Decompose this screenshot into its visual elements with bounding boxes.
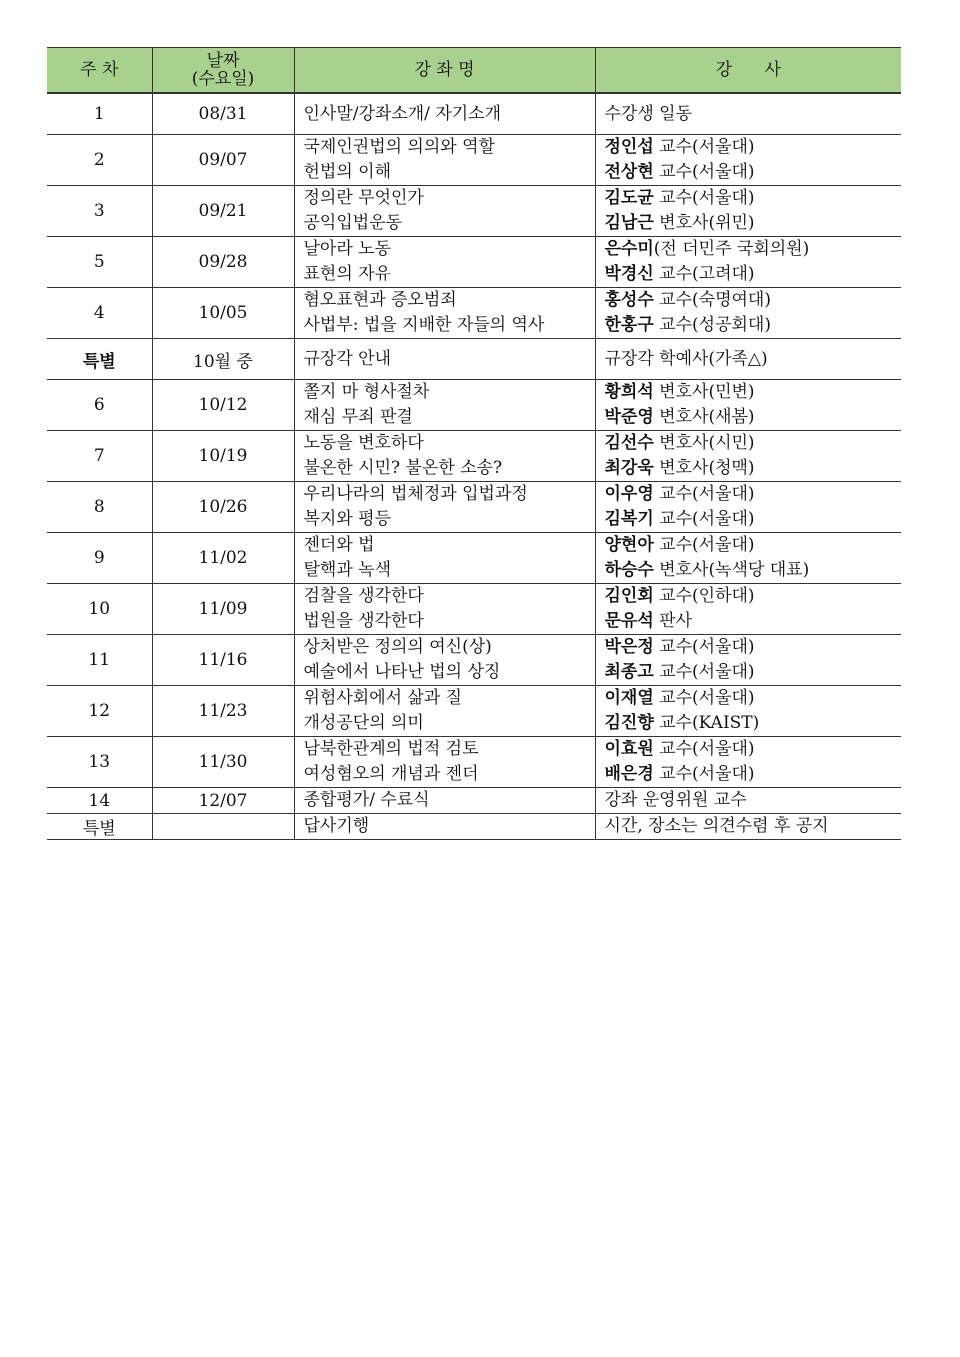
lecturer-name: 박경신 (604, 264, 654, 284)
week-cell: 9 (47, 533, 152, 584)
week-cell: 11 (47, 635, 152, 686)
course-title: 젠더와 법 (303, 535, 375, 555)
lecturer-entry (605, 313, 902, 338)
week-cell: 12 (47, 686, 152, 737)
lecturer-entry (605, 262, 902, 287)
date-cell: 12/07 (152, 788, 294, 814)
title-cell (294, 533, 595, 584)
lecturer-affiliation: 교수(서울대) (653, 662, 755, 682)
week-cell: 특별 (47, 814, 152, 840)
lecturer-entry (605, 135, 902, 160)
course-title: 여성혐오의 개념과 젠더 (303, 764, 479, 784)
date-cell: 10/05 (152, 288, 294, 339)
lecturer-cell (595, 814, 901, 840)
lecturer-cell (595, 135, 901, 186)
course-title: 혐오표현과 증오범죄 (303, 290, 457, 310)
date-cell: 10/19 (152, 431, 294, 482)
lecturer-affiliation: 교수(서울대) (653, 509, 755, 529)
lecturer-entry (605, 788, 902, 813)
lecturer-cell (595, 737, 901, 788)
course-title: 재심 무죄 판결 (303, 407, 413, 427)
lecturer-cell (595, 288, 901, 339)
lecturer-name: 김도균 (604, 188, 654, 208)
table-row (47, 288, 901, 339)
date-cell: 09/07 (152, 135, 294, 186)
lecturer-cell (595, 584, 901, 635)
lecturer-name: 최종고 (604, 662, 654, 682)
lecturer-affiliation: 교수(서울대) (653, 535, 755, 555)
table-row (47, 431, 901, 482)
lecturer-cell (595, 380, 901, 431)
lecturer-affiliation: 교수(서울대) (653, 688, 755, 708)
title-cell (294, 93, 595, 135)
lecturer-entry (605, 160, 902, 185)
lecturer-name: 이우영 (604, 484, 654, 504)
date-cell: 10/26 (152, 482, 294, 533)
title-cell (294, 339, 595, 380)
lecturer-name: 정인섭 (604, 137, 654, 157)
lecturer-entry (605, 635, 902, 660)
lecturer-entry (605, 609, 902, 634)
lecturer-name: 문유석 (604, 611, 654, 631)
course-title: 탈핵과 녹색 (303, 560, 392, 580)
lecturer-name: 이재열 (604, 688, 654, 708)
title-cell (294, 635, 595, 686)
course-title: 규장각 안내 (303, 348, 392, 369)
table-row (47, 339, 901, 380)
course-title: 정의란 무엇인가 (303, 188, 424, 208)
lecturer-affiliation: 변호사(새봄) (653, 407, 755, 427)
date-cell: 10월 중 (152, 339, 294, 380)
course-title: 날아라 노동 (303, 239, 392, 259)
lecturer-entry (605, 814, 902, 839)
lecturer-cell (595, 339, 901, 380)
lecturer-name: 홍성수 (604, 290, 654, 310)
course-title: 표현의 자유 (303, 264, 392, 284)
title-cell (294, 186, 595, 237)
title-cell (294, 482, 595, 533)
lecturer-affiliation: 규장각 학예사(가족△) (604, 348, 768, 369)
lecturer-affiliation: 교수(숙명여대) (653, 290, 771, 310)
date-cell: 08/31 (152, 93, 294, 135)
date-cell: 09/28 (152, 237, 294, 288)
lecturer-affiliation: 교수(서울대) (653, 162, 755, 182)
title-cell (294, 380, 595, 431)
lecturer-affiliation: 교수(서울대) (653, 484, 755, 504)
lecturer-entry (605, 347, 902, 372)
lecturer-entry (605, 533, 902, 558)
title-cell (294, 814, 595, 840)
lecturer-affiliation: 교수(인하대) (653, 586, 755, 606)
lecturer-entry (605, 762, 902, 787)
title-cell (294, 288, 595, 339)
lecturer-name: 은수미 (604, 239, 654, 259)
week-cell: 특별 (47, 339, 152, 380)
lecturer-cell (595, 686, 901, 737)
lecturer-name: 하승수 (604, 560, 654, 580)
lecturer-affiliation: 판사 (653, 611, 693, 631)
date-cell: 09/21 (152, 186, 294, 237)
lecturer-cell (595, 482, 901, 533)
table-row (47, 635, 901, 686)
course-title: 쫄지 마 형사절차 (303, 382, 430, 402)
title-cell (294, 431, 595, 482)
lecturer-name: 이효원 (604, 739, 654, 759)
week-cell: 8 (47, 482, 152, 533)
header-date (152, 48, 294, 94)
lecturer-affiliation: 변호사(시민) (653, 433, 755, 453)
week-cell: 10 (47, 584, 152, 635)
lecturer-name: 김선수 (604, 433, 654, 453)
week-cell: 13 (47, 737, 152, 788)
lecturer-entry (605, 660, 902, 685)
lecturer-affiliation: 교수(서울대) (653, 637, 755, 657)
week-cell: 1 (47, 93, 152, 135)
table-row (47, 533, 901, 584)
lecturer-entry (605, 431, 902, 456)
date-cell: 11/16 (152, 635, 294, 686)
lecturer-affiliation: 교수(서울대) (653, 764, 755, 784)
course-title: 인사말/강좌소개/ 자기소개 (303, 103, 502, 124)
course-title: 종합평가/ 수료식 (303, 790, 430, 810)
lecturer-entry (605, 288, 902, 313)
course-title: 사법부: 법을 지배한 자들의 역사 (303, 315, 545, 335)
week-cell: 3 (47, 186, 152, 237)
week-cell: 4 (47, 288, 152, 339)
lecturer-entry (605, 558, 902, 583)
lecturer-cell (595, 788, 901, 814)
lecturer-affiliation: 교수(성공회대) (653, 315, 771, 335)
lecturer-entry (605, 584, 902, 609)
lecturer-name: 김진향 (604, 713, 654, 733)
lecturer-entry (605, 211, 902, 236)
course-title: 상처받은 정의의 여신(상) (303, 637, 492, 657)
lecturer-name: 최강욱 (604, 458, 654, 478)
lecturer-entry (605, 686, 902, 711)
lecturer-cell (595, 431, 901, 482)
week-cell: 6 (47, 380, 152, 431)
title-cell (294, 788, 595, 814)
course-title: 복지와 평등 (303, 509, 392, 529)
lecturer-name: 양현아 (604, 535, 654, 555)
week-cell: 2 (47, 135, 152, 186)
date-cell (152, 814, 294, 840)
course-title: 남북한관계의 법적 검토 (303, 739, 479, 759)
title-cell (294, 737, 595, 788)
lecturer-entry (605, 711, 902, 736)
title-cell (294, 135, 595, 186)
lecturer-affiliation: 변호사(녹색당 대표) (653, 560, 810, 580)
course-title: 답사기행 (303, 816, 370, 836)
lecturer-entry (605, 380, 902, 405)
lecturer-cell (595, 93, 901, 135)
table-body (47, 93, 901, 840)
lecturer-cell (595, 186, 901, 237)
header-date-line2: (수요일) (191, 69, 255, 89)
course-title: 예술에서 나타난 법의 상징 (303, 662, 501, 682)
lecturer-affiliation: 교수(서울대) (653, 739, 755, 759)
lecturer-affiliation: 변호사(청맥) (653, 458, 755, 478)
week-cell: 5 (47, 237, 152, 288)
lecturer-entry (605, 737, 902, 762)
lecturer-name: 한홍구 (604, 315, 654, 335)
header-week: 주 차 (47, 48, 152, 94)
course-title: 우리나라의 법체정과 입법과정 (303, 484, 528, 504)
lecturer-name: 김복기 (604, 509, 654, 529)
table-row (47, 737, 901, 788)
lecturer-entry (605, 456, 902, 481)
header-lecturer: 강 사 (595, 48, 901, 94)
lecturer-affiliation: 변호사(민변) (653, 382, 755, 402)
lecturer-entry (605, 237, 902, 262)
lecturer-entry (605, 102, 902, 127)
lecturer-entry (605, 507, 902, 532)
course-title: 법원을 생각한다 (303, 611, 424, 631)
course-title: 국제인권법의 의의와 역할 (303, 137, 495, 157)
date-cell: 11/30 (152, 737, 294, 788)
table-row (47, 584, 901, 635)
course-title: 노동을 변호하다 (303, 433, 424, 453)
title-cell (294, 237, 595, 288)
lecturer-cell (595, 237, 901, 288)
week-cell: 14 (47, 788, 152, 814)
lecturer-affiliation: 시간, 장소는 의견수렴 후 공지 (604, 816, 829, 836)
lecturer-cell (595, 635, 901, 686)
lecturer-name: 김인회 (604, 586, 654, 606)
lecturer-affiliation: 교수(서울대) (653, 137, 755, 157)
lecturer-affiliation: 교수(고려대) (653, 264, 755, 284)
lecturer-affiliation: 수강생 일동 (604, 103, 693, 124)
table-row (47, 380, 901, 431)
table-row (47, 237, 901, 288)
lecturer-name: 전상현 (604, 162, 654, 182)
lecturer-affiliation: (전 더민주 국회의원) (653, 239, 810, 259)
course-title: 위험사회에서 삶과 질 (303, 688, 463, 708)
lecturer-affiliation: 변호사(위민) (653, 213, 755, 233)
table-row (47, 135, 901, 186)
lecturer-affiliation: 교수(서울대) (653, 188, 755, 208)
lecturer-name: 배은경 (604, 764, 654, 784)
lecturer-name: 황희석 (604, 382, 654, 402)
schedule-table (47, 47, 901, 840)
course-title: 검찰을 생각한다 (303, 586, 424, 606)
table-row (47, 788, 901, 814)
table-row (47, 686, 901, 737)
lecturer-entry (605, 186, 902, 211)
lecturer-affiliation: 강좌 운영위원 교수 (604, 790, 747, 810)
date-cell: 11/02 (152, 533, 294, 584)
week-cell: 7 (47, 431, 152, 482)
header-row (47, 48, 901, 94)
date-cell: 11/23 (152, 686, 294, 737)
lecturer-entry (605, 405, 902, 430)
table-row (47, 186, 901, 237)
header-date-line1: 날짜 (206, 51, 240, 71)
title-cell (294, 686, 595, 737)
title-cell (294, 584, 595, 635)
lecturer-entry (605, 482, 902, 507)
course-title: 불온한 시민? 불온한 소송? (303, 458, 503, 478)
course-title: 개성공단의 의미 (303, 713, 424, 733)
course-title: 공익입법운동 (303, 213, 403, 233)
header-title: 강 좌 명 (294, 48, 595, 94)
course-title: 헌법의 이해 (303, 162, 392, 182)
table-row (47, 93, 901, 135)
lecturer-name: 박준영 (604, 407, 654, 427)
date-cell: 10/12 (152, 380, 294, 431)
lecturer-affiliation: 교수(KAIST) (653, 713, 760, 733)
lecturer-name: 박은정 (604, 637, 654, 657)
lecturer-name: 김남근 (604, 213, 654, 233)
date-cell: 11/09 (152, 584, 294, 635)
table-row (47, 482, 901, 533)
lecturer-cell (595, 533, 901, 584)
table-row (47, 814, 901, 840)
